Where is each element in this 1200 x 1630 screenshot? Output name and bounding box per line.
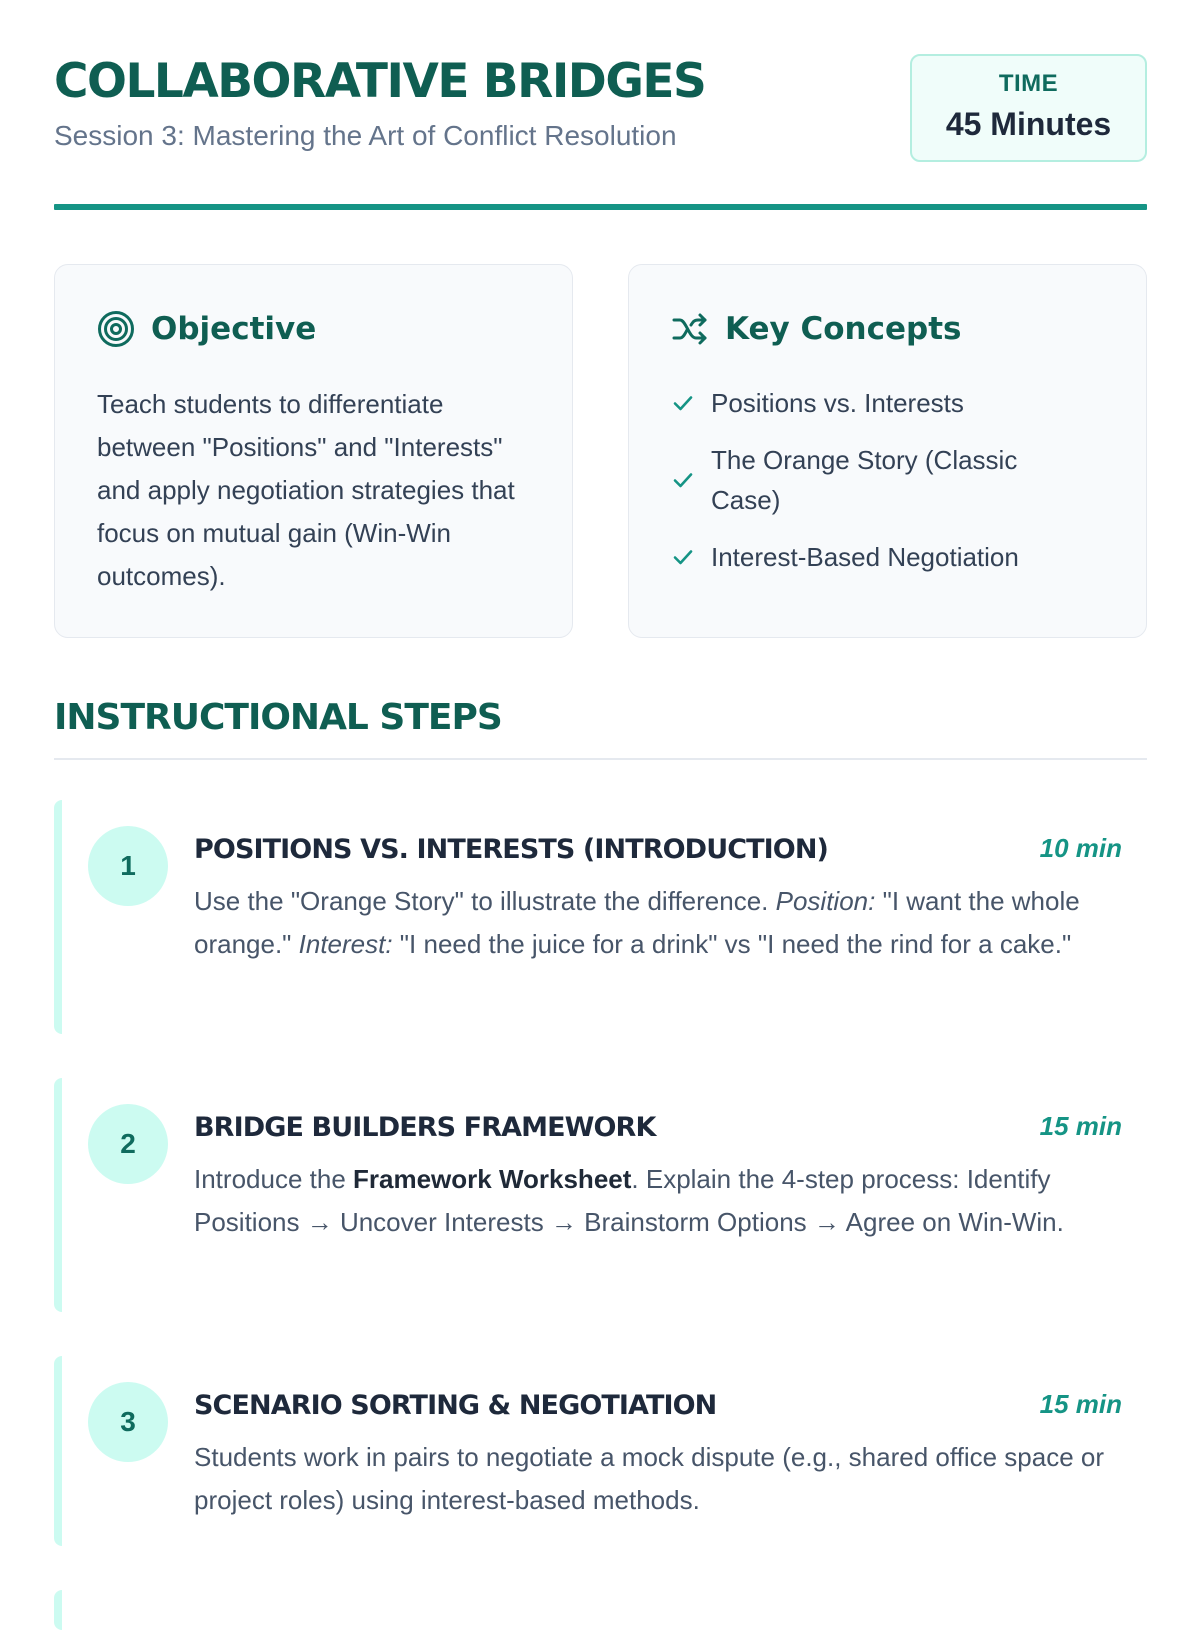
key-concepts-card-header (671, 307, 961, 351)
time-value: 45 Minutes (945, 106, 1112, 142)
page-title: COLLABORATIVE BRIDGES (54, 54, 706, 109)
step-duration: 10 min (1039, 833, 1122, 863)
list-item (671, 537, 1111, 577)
time-label: TIME (998, 70, 1059, 97)
check-icon (671, 468, 695, 492)
step-accent-bar (54, 800, 62, 1034)
key-concepts-list (671, 383, 1111, 594)
step-number: 2 (88, 1104, 168, 1184)
lesson-plan-page (54, 0, 1147, 1515)
step-number: 1 (88, 826, 168, 906)
steps-divider (54, 758, 1147, 760)
list-item (671, 383, 1111, 423)
step-item (54, 1356, 1147, 1546)
step-description-text: Use the "Orange Story" to illustrate the difference. (194, 886, 776, 916)
step-duration: 15 min (1039, 1111, 1122, 1141)
check-icon (671, 391, 695, 415)
concept-text: Positions vs. Interests (711, 388, 964, 418)
step-description-text: "I need the juice for a drink" vs "I need the rind for a cake." (392, 929, 1072, 959)
time-badge (910, 54, 1147, 162)
list-item (671, 440, 1111, 520)
step-description-text: Introduce the (194, 1164, 353, 1194)
overview-cards (54, 264, 1147, 638)
step-duration: 15 min (1039, 1389, 1122, 1419)
step-title: SCENARIO SORTING & NEGOTIATION (194, 1390, 717, 1421)
shuffle-icon (671, 310, 709, 348)
step-item (54, 1078, 1147, 1312)
step-description-emphasis: Position: (775, 886, 876, 916)
key-concepts-title: Key Concepts (725, 311, 962, 347)
step-item (54, 800, 1147, 1034)
step-item (54, 1590, 1147, 1630)
objective-card-header (97, 307, 316, 351)
check-icon (671, 545, 695, 569)
page-subtitle: Session 3: Mastering the Art of Conflict Resolution (54, 120, 677, 151)
header (54, 0, 1147, 210)
step-description (194, 1158, 1124, 1244)
step-description-emphasis: Interest: (298, 929, 393, 959)
concept-text: Interest-Based Negotiation (711, 542, 1019, 572)
objective-text: Teach students to differentiate between "Positions" and "Interests" and apply negotiation strategies that focus on mutual gain (Win-Win outcomes). (97, 389, 515, 591)
key-concepts-card (628, 264, 1147, 638)
objective-title: Objective (151, 311, 317, 347)
step-description-text: "I want the whole orange." (194, 886, 1080, 959)
step-description: Students work in pairs to negotiate a mock dispute (e.g., shared office space or project roles) using interest-based methods. (194, 1442, 1105, 1515)
step-description (194, 880, 1124, 966)
target-icon (97, 310, 135, 348)
step-accent-bar (54, 1356, 62, 1546)
concept-text: The Orange Story (Classic Case) (711, 445, 1018, 515)
objective-card (54, 264, 573, 638)
step-accent-bar (54, 1078, 62, 1312)
step-description-text: . Explain the 4-step process: Identify Positions → Uncover Interests → Brainstorm Options → Agree on Win-Win. (194, 1164, 1064, 1237)
step-number: 3 (88, 1382, 168, 1462)
step-description-strong: Framework Worksheet (353, 1164, 632, 1194)
steps-section-title: INSTRUCTIONAL STEPS (54, 697, 502, 738)
step-accent-bar (54, 1590, 62, 1630)
step-title: BRIDGE BUILDERS FRAMEWORK (194, 1112, 656, 1143)
header-divider (54, 204, 1147, 210)
step-title: POSITIONS VS. INTERESTS (INTRODUCTION) (194, 834, 828, 865)
